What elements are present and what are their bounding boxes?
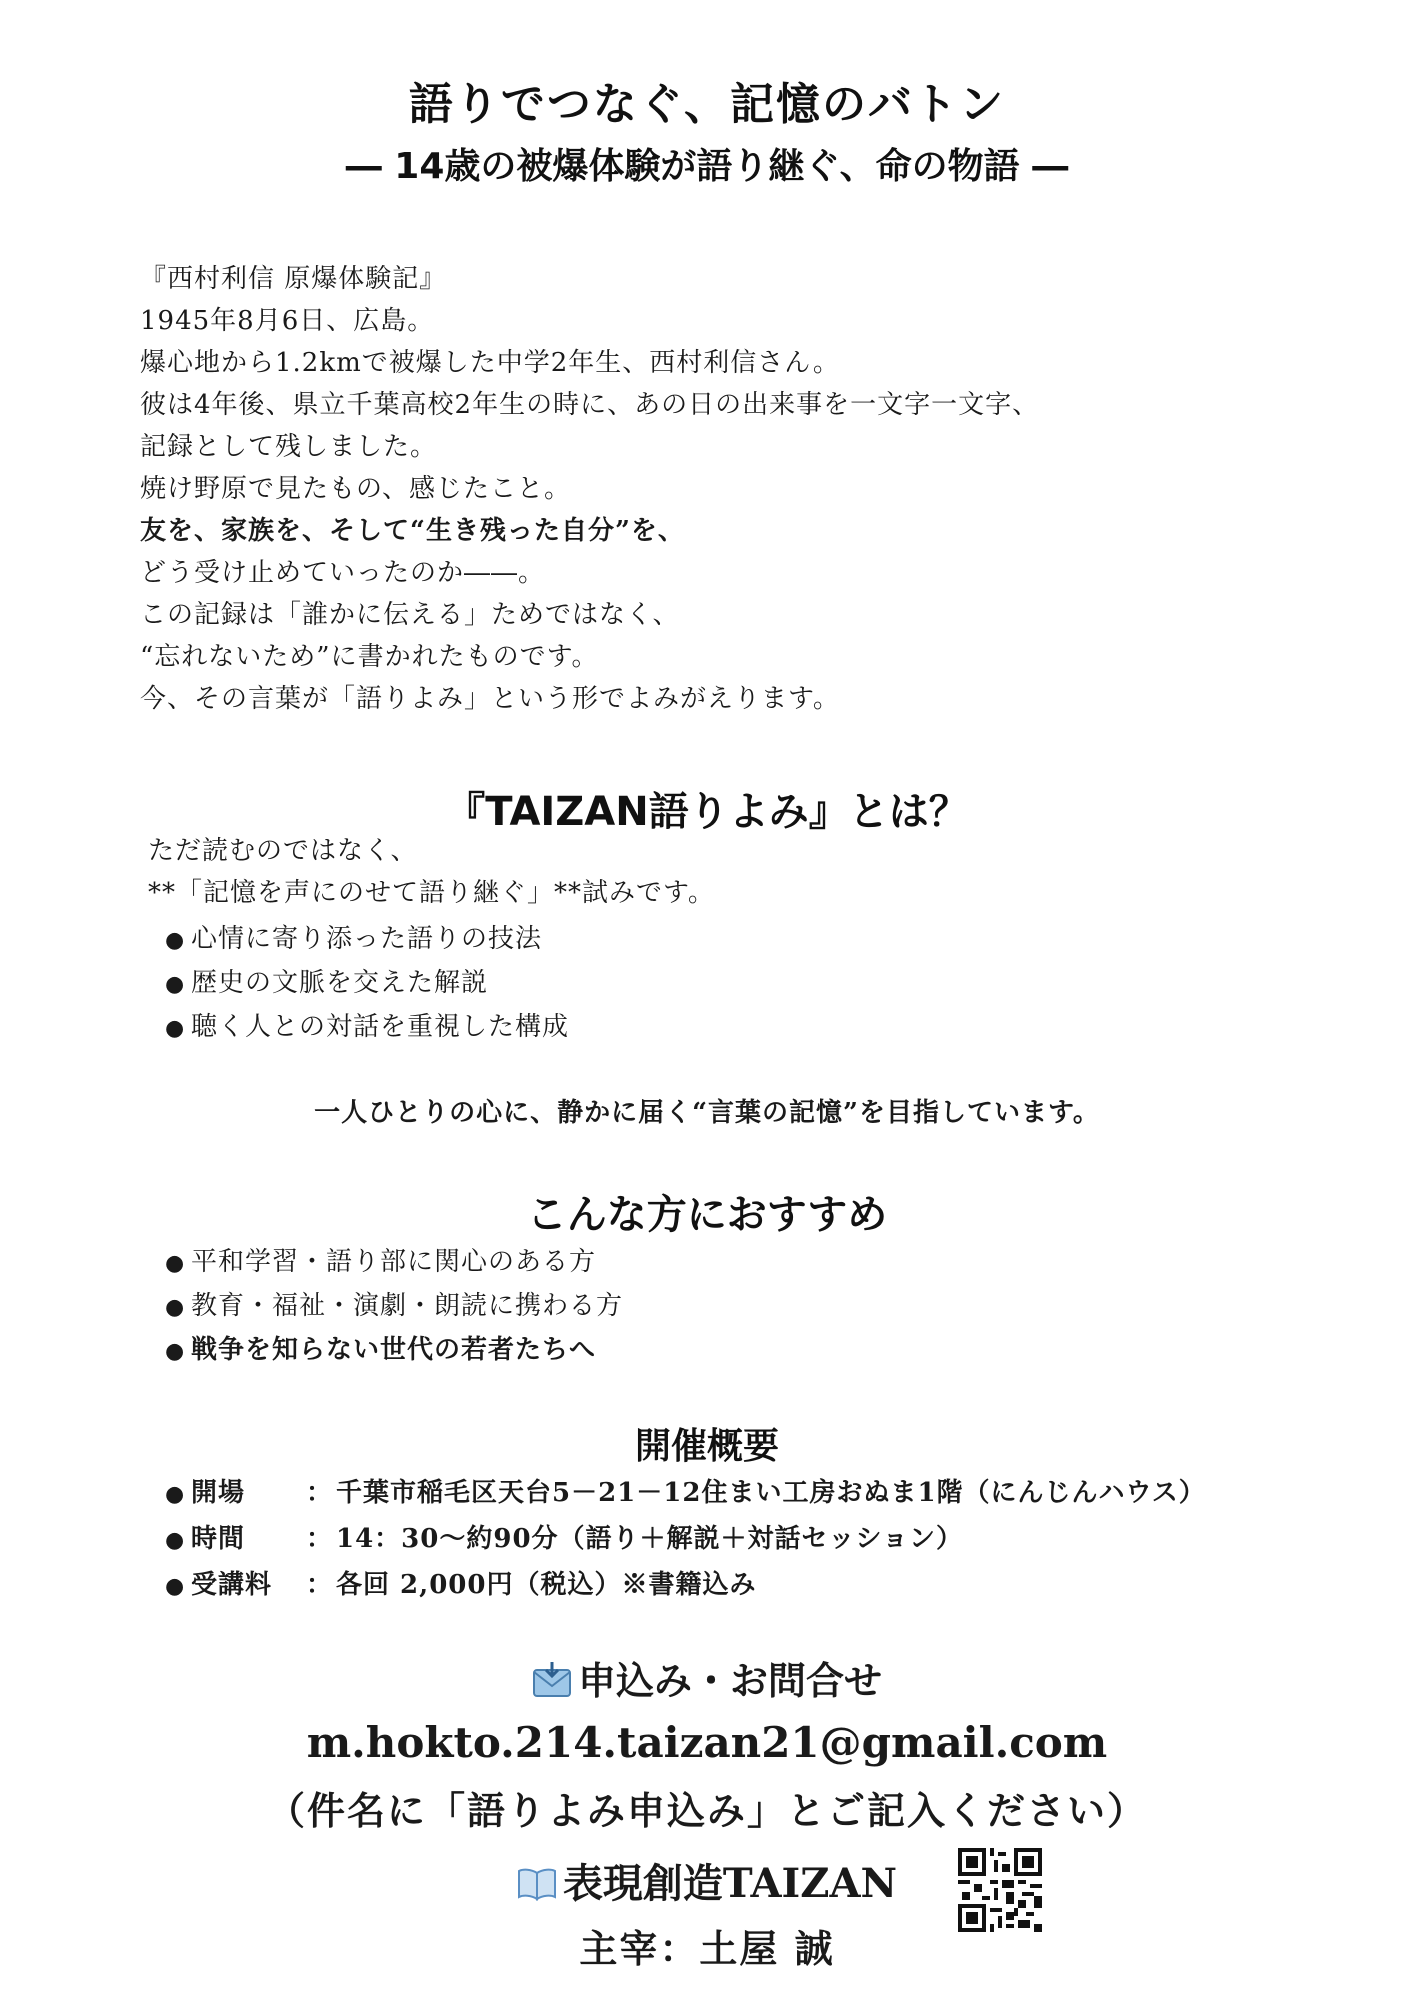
list-item	[165, 961, 569, 1005]
about-text	[148, 830, 715, 914]
intro-line: 今、その言葉が「語りよみ」という形でよみがえります。	[140, 684, 840, 714]
qr-code[interactable]	[958, 1848, 1042, 1932]
list-item-text: 平和学習・語り部に関心のある方	[191, 1247, 597, 1277]
event-time	[165, 1516, 1206, 1562]
event-detail-list	[165, 1470, 1206, 1608]
bullet-icon: ●	[165, 972, 186, 997]
event-label: 受講料	[191, 1570, 273, 1600]
list-item	[165, 1240, 623, 1284]
event-fee	[165, 1562, 1206, 1608]
intro-line: この記録は「誰かに伝える」ためではなく、	[140, 600, 680, 630]
about-bullet-list	[165, 917, 569, 1049]
intro-line: 焼け野原で見たもの、感じたこと。	[140, 474, 571, 504]
intro-section	[140, 258, 1320, 720]
intro-line: どう受け止めていったのか――。	[140, 558, 546, 588]
intro-line: 『西村利信 原爆体験記』	[140, 264, 447, 294]
organization-name	[0, 1852, 1414, 1911]
intro-line: 彼は4年後、県立千葉高校2年生の時に、あの日の出来事を一文字一文字、	[140, 390, 1040, 420]
open-book-icon	[517, 1864, 557, 1911]
contact-note: （件名に「語りよみ申込み」とご記入ください）	[266, 1788, 1147, 1833]
organization-name-text: 表現創造TAIZAN	[562, 1860, 898, 1907]
intro-line: 1945年8月6日、広島。	[140, 306, 435, 336]
event-heading: 開催概要	[634, 1426, 779, 1467]
bullet-icon: ●	[165, 1527, 186, 1553]
bullet-icon: ●	[165, 1295, 186, 1320]
intro-line: 友を、家族を、そして“生き残った自分”を、	[140, 516, 685, 546]
bullet-icon: ●	[165, 1016, 186, 1041]
bullet-icon: ●	[165, 1481, 186, 1507]
list-item	[165, 1005, 569, 1049]
list-item	[165, 917, 569, 961]
bullet-icon: ●	[165, 1338, 186, 1364]
event-value: 14：30～約90分（語り＋解説＋対話セッション）	[336, 1524, 964, 1554]
contact-heading-text: 申込み・お問合せ	[577, 1658, 882, 1703]
recommend-bullet-list	[165, 1240, 623, 1372]
event-separator: ：	[306, 1478, 334, 1508]
contact-email[interactable]: m.hokto.214.taizan21@gmail.com	[306, 1718, 1108, 1767]
event-value: 千葉市稲毛区天台5－21－12住まい工房おぬま1階（にんじんハウス）	[336, 1478, 1206, 1508]
about-closing: 一人ひとりの心に、静かに届く“言葉の記憶”を目指しています。	[314, 1098, 1100, 1128]
intro-line: “忘れないため”に書かれたものです。	[140, 642, 599, 672]
intro-line: 爆心地から1.2kmで被爆した中学2年生、西村利信さん。	[140, 348, 840, 378]
event-venue	[165, 1470, 1206, 1516]
about-line: **「記憶を声にのせて語り継ぐ」**試みです。	[148, 878, 715, 908]
intro-line: 記録として残しました。	[140, 432, 438, 462]
event-label: 時間	[191, 1524, 246, 1554]
list-item-text: 歴史の文脈を交えた解説	[191, 968, 489, 998]
page-title: 語りでつなぐ、記憶のバトン	[408, 79, 1006, 130]
list-item-text: 戦争を知らない世代の若者たちへ	[191, 1335, 597, 1365]
list-item	[165, 1284, 623, 1328]
page-subtitle: ― 14歳の被爆体験が語り継ぐ、命の物語 ―	[345, 146, 1069, 187]
bullet-icon: ●	[165, 1251, 186, 1276]
envelope-download-icon	[532, 1660, 572, 1709]
list-item-text: 教育・福祉・演劇・朗読に携わる方	[191, 1291, 624, 1321]
about-line: ただ読むのではなく、	[148, 836, 418, 866]
bullet-icon: ●	[165, 928, 186, 953]
list-item	[165, 1328, 623, 1372]
event-separator: ：	[306, 1570, 334, 1600]
contact-heading	[0, 1650, 1414, 1709]
bullet-icon: ●	[165, 1573, 186, 1599]
event-value: 各回 2,000円（税込）※書籍込み	[336, 1570, 757, 1600]
event-label: 開場	[191, 1478, 246, 1508]
recommend-heading: こんな方におすすめ	[526, 1192, 888, 1238]
list-item-text: 心情に寄り添った語りの技法	[191, 924, 543, 954]
list-item-text: 聴く人との対話を重視した構成	[191, 1012, 570, 1042]
organizer-name: 主宰：土屋 誠	[579, 1926, 835, 1971]
event-separator: ：	[306, 1524, 334, 1554]
about-heading: 『TAIZAN語りよみ』とは？	[445, 789, 969, 835]
